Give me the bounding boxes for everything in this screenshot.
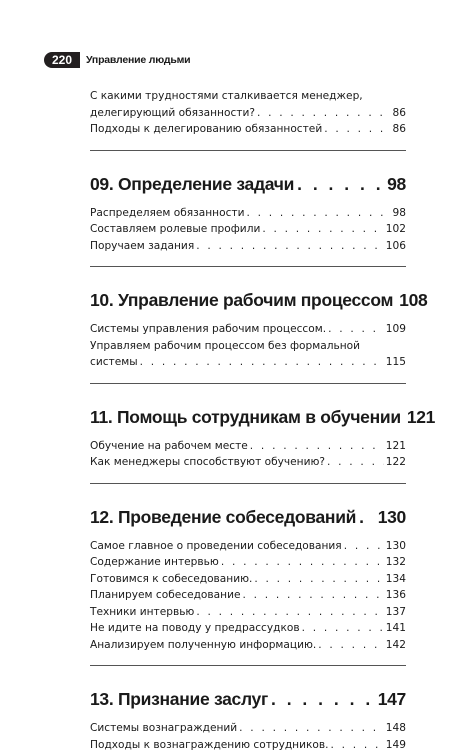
page-number: 220: [44, 52, 80, 68]
toc-entry-page: 86: [393, 121, 406, 138]
toc-entry-page: 137: [386, 604, 406, 621]
toc-leader: [257, 105, 391, 122]
toc-entry-page: 142: [386, 637, 406, 654]
toc-leader: [328, 321, 384, 338]
chapter-heading: [90, 406, 406, 428]
running-title: Управление людьми: [86, 54, 190, 66]
toc-entry: [90, 121, 406, 138]
toc-entry-page: 149: [386, 737, 406, 753]
toc-leader: [262, 221, 383, 238]
toc-entry-page: 109: [386, 321, 406, 338]
toc-leader: [254, 571, 383, 588]
toc-entry-page: 115: [386, 354, 406, 371]
toc-leader: [250, 438, 384, 455]
toc-entry-title: Содержание интервью: [90, 554, 219, 571]
toc-leader: [327, 454, 384, 471]
divider: [90, 266, 406, 267]
toc-leader: [140, 354, 384, 371]
toc-entry-title: делегирующий обязанности?: [90, 105, 255, 122]
toc-entry-title: Подходы к делегированию обязанностей: [90, 121, 322, 138]
divider: [90, 150, 406, 151]
toc-entry: [90, 587, 406, 604]
chapter-block: [90, 173, 406, 268]
toc-entry-page: 106: [386, 238, 406, 255]
chapter-block: [90, 688, 406, 753]
toc-entry: [90, 105, 406, 122]
toc-entry-title: Системы вознаграждений: [90, 720, 237, 737]
toc-entry-title: Как менеджеры способствуют обучению?: [90, 454, 325, 471]
divider: [90, 383, 406, 384]
toc-entry: [90, 554, 406, 571]
toc-leader: [221, 554, 384, 571]
chapter-block: [90, 406, 406, 484]
chapter-block: [90, 506, 406, 667]
toc-entry-title: системы: [90, 354, 138, 371]
chapter-title: 10. Управление рабочим процессом: [90, 289, 393, 311]
toc-leader: [297, 173, 384, 195]
chapter-block: [90, 289, 406, 384]
toc-entry-page: 141: [386, 620, 406, 637]
toc-entry-page: 102: [386, 221, 406, 238]
toc-entry-page: 136: [386, 587, 406, 604]
toc-entry-page: 121: [386, 438, 406, 455]
toc-leader: [330, 737, 383, 753]
toc-leader: [344, 538, 384, 555]
toc-entry-title: Самое главное о проведении собеседования: [90, 538, 342, 555]
chapter-page: 147: [378, 688, 406, 710]
toc-entry-title: Техники интервью: [90, 604, 194, 621]
toc-entry: [90, 571, 406, 588]
chapter-page: 121: [407, 406, 435, 428]
toc-leader: [324, 121, 390, 138]
toc-entry: [90, 604, 406, 621]
toc-entry: [90, 454, 406, 471]
chapter-heading: [90, 506, 406, 528]
toc-entry-page: 86: [393, 105, 406, 122]
toc-entry-title: Составляем ролевые профили: [90, 221, 260, 238]
chapter-title: 11. Помощь сотрудникам в обучении: [90, 406, 401, 428]
toc-entry: [90, 221, 406, 238]
toc-entry-title: Готовимся к собеседованию.: [90, 571, 252, 588]
toc-entry-page: 130: [386, 538, 406, 555]
table-of-contents: [90, 84, 406, 753]
chapter-page: 98: [387, 173, 406, 195]
toc-entry: [90, 737, 406, 753]
toc-entry-page: 98: [393, 205, 406, 222]
toc-leader: [271, 688, 375, 710]
toc-leader: [246, 205, 390, 222]
toc-leader: [242, 587, 383, 604]
toc-entry-title: Планируем собеседование: [90, 587, 240, 604]
toc-entry: [90, 438, 406, 455]
running-header: [44, 52, 190, 68]
toc-leader: [239, 720, 384, 737]
toc-leader: [196, 604, 383, 621]
toc-entry-title: Системы управления рабочим процессом.: [90, 321, 326, 338]
chapter-heading: [90, 289, 406, 311]
chapter-title: 12. Проведение собеседований: [90, 506, 356, 528]
toc-entry-title: Анализируем полученную информацию.: [90, 637, 316, 654]
toc-entry-title: Поручаем задания: [90, 238, 194, 255]
toc-entry-title: Обучение на рабочем месте: [90, 438, 248, 455]
toc-entry: [90, 238, 406, 255]
toc-leader: [359, 506, 375, 528]
toc-entry-page: 122: [386, 454, 406, 471]
divider: [90, 483, 406, 484]
toc-entry-title: Подходы к вознаграждению сотрудников.: [90, 737, 328, 753]
intro-entries: [90, 88, 406, 151]
toc-leader: [302, 620, 384, 637]
toc-entry: [90, 720, 406, 737]
toc-entry: [90, 637, 406, 654]
toc-entry-page: 148: [386, 720, 406, 737]
toc-entry: [90, 321, 406, 338]
toc-entry-title: Распределяем обязанности: [90, 205, 244, 222]
chapter-title: 13. Признание заслуг: [90, 688, 268, 710]
toc-entry: [90, 205, 406, 222]
divider: [90, 665, 406, 666]
toc-entry: [90, 538, 406, 555]
toc-entry-line1: С какими трудностями сталкивается менеджер,: [90, 88, 406, 105]
chapter-page: 130: [378, 506, 406, 528]
toc-entry-page: 132: [386, 554, 406, 571]
chapter-heading: [90, 173, 406, 195]
toc-leader: [196, 238, 384, 255]
toc-entry-line1: Управляем рабочим процессом без формальной: [90, 338, 406, 355]
chapter-heading: [90, 688, 406, 710]
toc-entry: [90, 354, 406, 371]
toc-leader: [318, 637, 383, 654]
toc-entry: [90, 620, 406, 637]
toc-entry-page: 134: [386, 571, 406, 588]
chapter-page: 108: [399, 289, 427, 311]
chapter-title: 09. Определение задачи: [90, 173, 294, 195]
toc-entry-title: Не идите на поводу у предрассудков: [90, 620, 300, 637]
